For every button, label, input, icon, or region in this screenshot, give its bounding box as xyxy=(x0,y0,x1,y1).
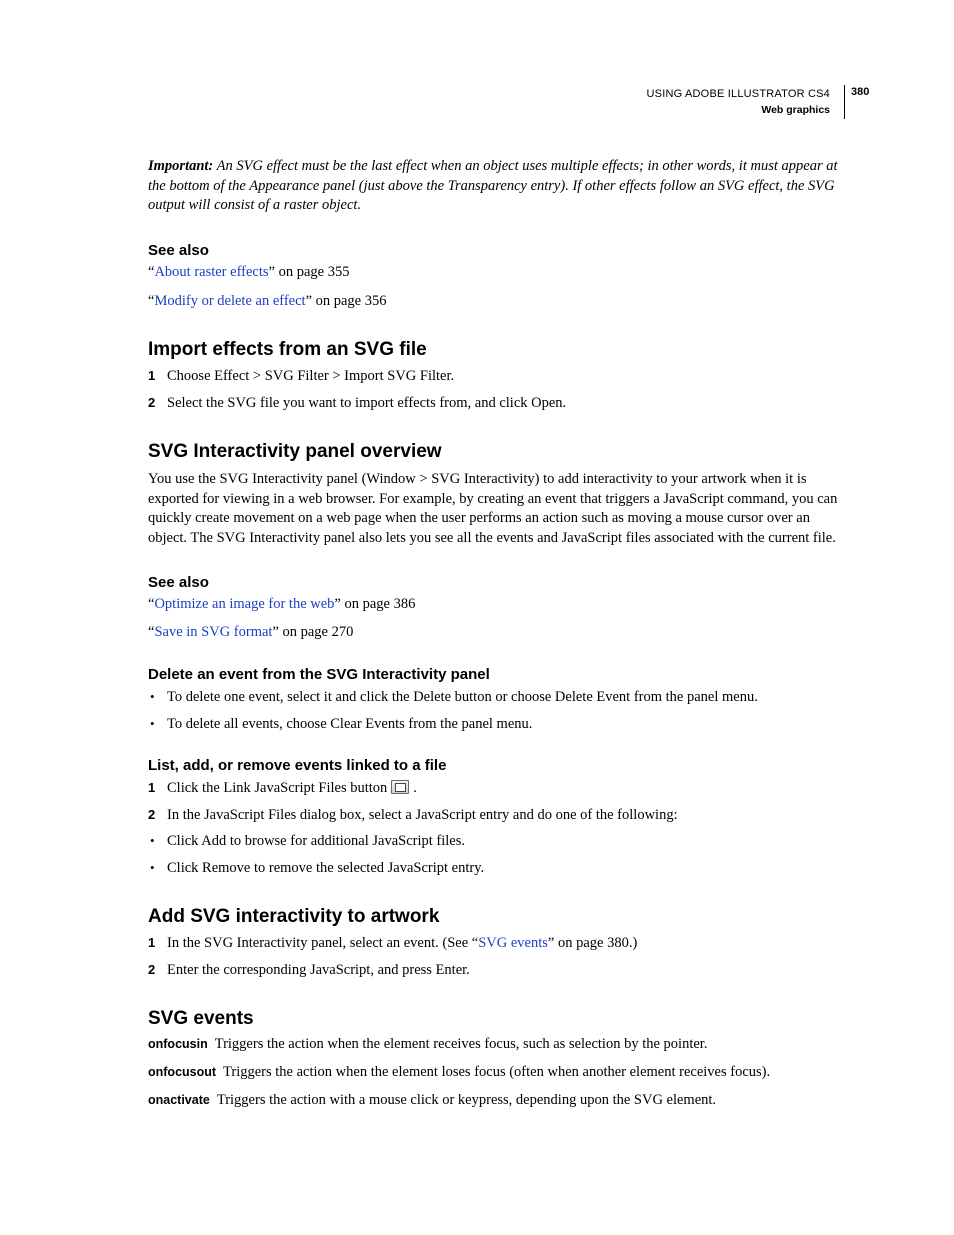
event-definition xyxy=(148,1064,770,1081)
link-modify-or-delete-effect[interactable]: Modify or delete an effect xyxy=(154,293,306,309)
page-number: 380 xyxy=(851,86,870,98)
bullet-item: • To delete all events, choose Clear Events from the panel menu. xyxy=(150,716,533,732)
step-item: 2 Select the SVG file you want to import effects from, and click Open. xyxy=(148,395,567,411)
event-description: Triggers the action with a mouse click or keypress, depending upon the SVG element. xyxy=(216,1092,717,1108)
running-header-title: USING ADOBE ILLUSTRATOR CS4 xyxy=(646,88,830,100)
event-term: onfocusin xyxy=(148,1037,208,1051)
see-also-heading: See also xyxy=(148,242,209,259)
running-header-section: Web graphics xyxy=(761,104,830,116)
event-description: Triggers the action when the element loses focus (often when another element receives focus). xyxy=(223,1064,771,1080)
bullet-item: • Click Add to browse for additional JavaScript files. xyxy=(150,833,466,849)
event-definition xyxy=(148,1036,707,1053)
see-also-item: “Modify or delete an effect” on page 356 xyxy=(148,293,387,309)
step-item: 1 Click the Link JavaScript Files button . xyxy=(148,780,417,796)
step-item: 1 In the SVG Interactivity panel, select an event. (See “SVG events” on page 380.) xyxy=(148,935,638,951)
bullet-marker: • xyxy=(150,716,155,731)
step-item: 1 Choose Effect > SVG Filter > Import SVG Filter. xyxy=(148,368,455,384)
important-label: Important: xyxy=(148,158,214,174)
link-save-in-svg-format[interactable]: Save in SVG format xyxy=(154,624,273,640)
bullet-marker: • xyxy=(150,689,155,704)
link-about-raster-effects[interactable]: About raster effects xyxy=(154,264,269,280)
bullet-marker: • xyxy=(150,833,155,848)
section-heading-import: Import effects from an SVG file xyxy=(148,339,427,360)
bullet-item: • To delete one event, select it and click the Delete button or choose Delete Event from the panel menu. xyxy=(150,689,758,705)
link-javascript-files-icon xyxy=(391,780,409,794)
event-description: Triggers the action when the element receives focus, such as selection by the pointer. xyxy=(214,1036,708,1052)
event-definition xyxy=(148,1092,716,1109)
important-note xyxy=(148,157,848,216)
see-also-item: “Optimize an image for the web” on page 386 xyxy=(148,596,416,612)
section-heading-add: Add SVG interactivity to artwork xyxy=(148,906,440,927)
important-text: An SVG effect must be the last effect when an object uses multiple effects; in other words, it must appear at the bottom of the Appearance panel (just above the Transparency entry). If other effects follow an SVG effect, the SVG output will consist of a raster object. xyxy=(148,158,838,213)
section-heading-events: SVG events xyxy=(148,1008,254,1029)
see-also-item: “Save in SVG format” on page 270 xyxy=(148,624,354,640)
header-divider xyxy=(844,85,845,119)
step-item: 2 In the JavaScript Files dialog box, select a JavaScript entry and do one of the following: xyxy=(148,807,678,823)
event-term: onactivate xyxy=(148,1093,210,1107)
event-term: onfocusout xyxy=(148,1065,217,1079)
overview-paragraph: You use the SVG Interactivity panel (Window > SVG Interactivity) to add interactivity to your artwork when it is exported for viewing in a web browser. For example, by creating an event that triggers a JavaScript command, you can quickly create movement on a web page when the user performs an action such as moving a mouse cursor over an object. The SVG Interactivity panel also lets you see all the events and JavaScript files associated with the current file. xyxy=(148,471,838,546)
bullet-item: • Click Remove to remove the selected JavaScript entry. xyxy=(150,860,485,876)
see-also-item: “About raster effects” on page 355 xyxy=(148,264,350,280)
subsection-heading-delete: Delete an event from the SVG Interactivity panel xyxy=(148,666,490,683)
subsection-heading-list: List, add, or remove events linked to a file xyxy=(148,757,447,774)
link-optimize-image-for-web[interactable]: Optimize an image for the web xyxy=(154,596,335,612)
see-also-heading: See also xyxy=(148,574,209,591)
step-item: 2 Enter the corresponding JavaScript, and press Enter. xyxy=(148,962,470,978)
section-heading-overview: SVG Interactivity panel overview xyxy=(148,441,442,462)
link-svg-events[interactable]: SVG events xyxy=(478,935,548,951)
bullet-marker: • xyxy=(150,860,155,875)
